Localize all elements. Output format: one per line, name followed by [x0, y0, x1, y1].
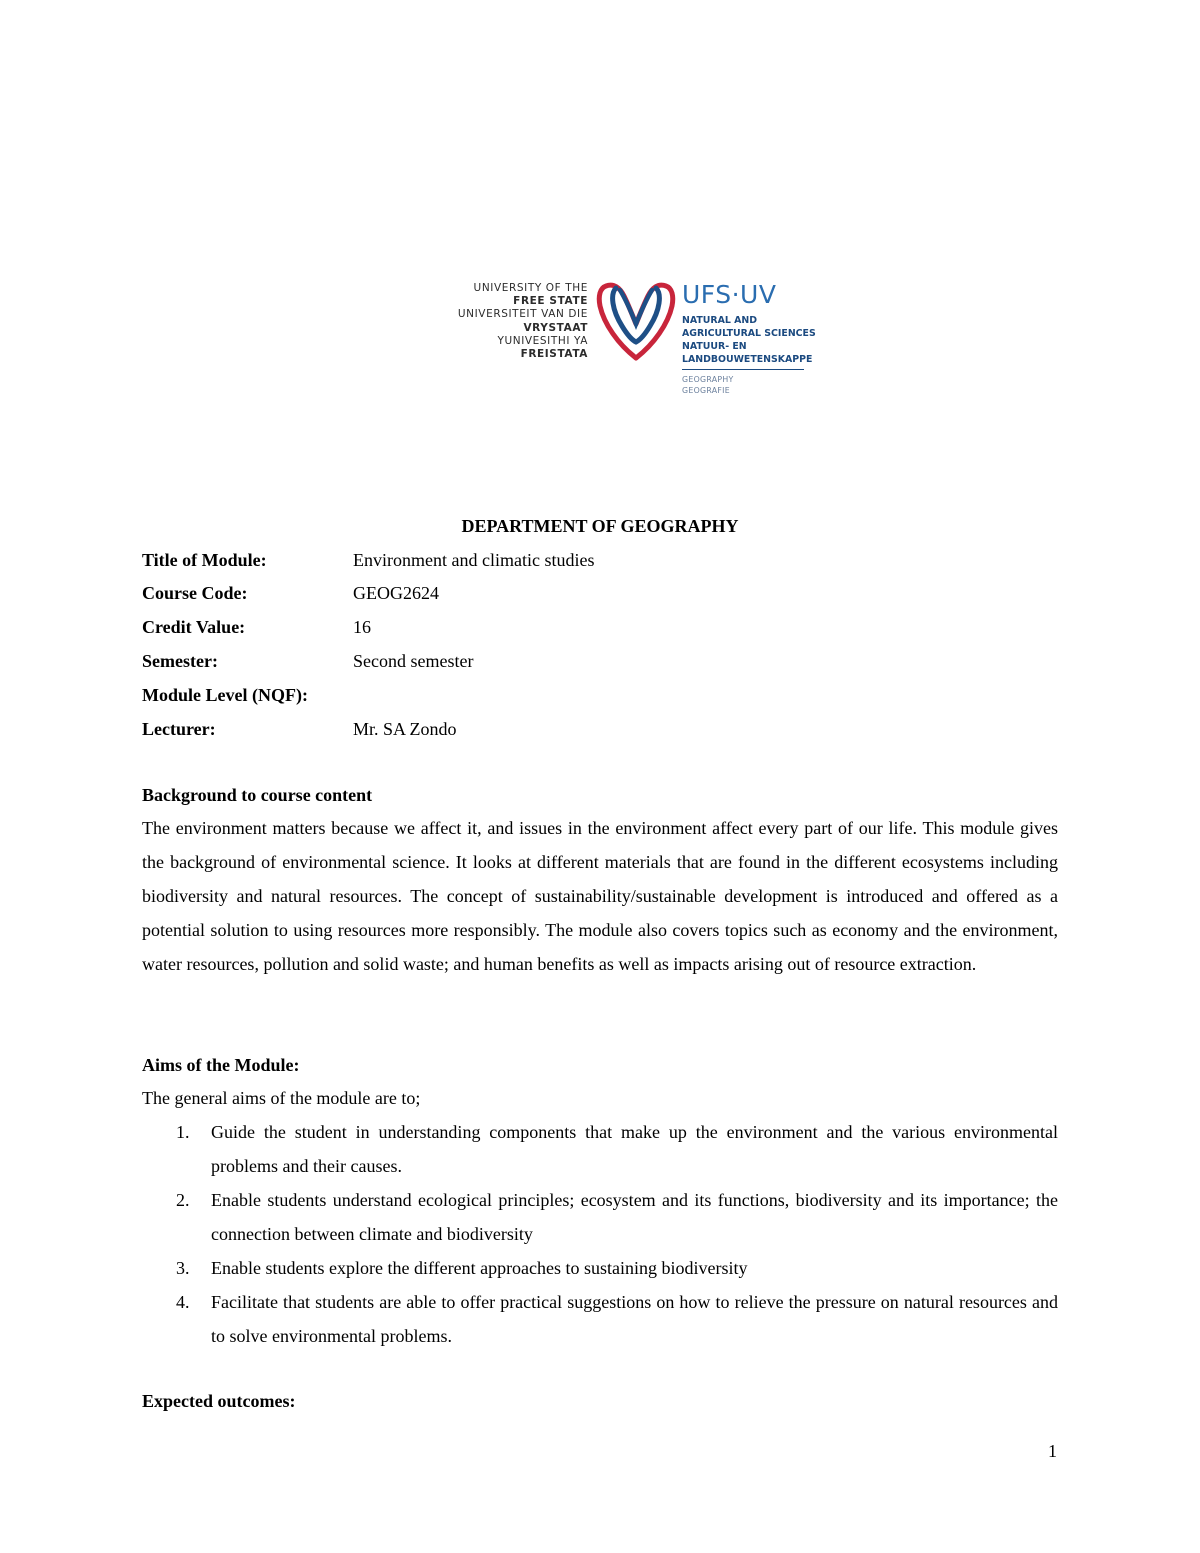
aims-heading: Aims of the Module:	[142, 1055, 300, 1075]
logo-department	[682, 374, 812, 396]
page-number: 1	[1048, 1441, 1057, 1461]
module-info-label: Course Code:	[142, 583, 248, 603]
logo-faculty-line: AGRICULTURAL SCIENCES	[682, 328, 816, 339]
aim-text: Facilitate that students are able to offer practical suggestions on how to relieve the pressure on natural resources and to solve environmental problems.	[211, 1292, 1058, 1346]
aim-list-item	[142, 1115, 1058, 1183]
ufs-emblem-icon	[596, 280, 676, 362]
logo-faculty-line: NATURAL AND	[682, 315, 757, 326]
aims-intro: The general aims of the module are to;	[142, 1088, 421, 1108]
background-paragraph: The environment matters because we affect it, and issues in the environment affect every part of our life. This module gives the background of environmental science. It looks at different materials that are found in the different ecosystems including biodiversity and natural resources. The concept of sustainability/sustainable development is introduced and offered as a potential solution to using resources more responsibly. The module also covers topics such as economy and the environment, water resources, pollution and solid waste; and human benefits as well as impacts arising out of resource extraction.	[142, 818, 1058, 974]
module-info-value: Mr. SA Zondo	[353, 719, 457, 739]
expected-outcomes-heading: Expected outcomes:	[142, 1391, 296, 1411]
module-info-label: Credit Value:	[142, 617, 246, 637]
logo-department-line: GEOGRAPHY	[682, 375, 734, 384]
logo-divider	[682, 369, 804, 370]
aim-text: Enable students understand ecological principles; ecosystem and its functions, biodiversity and its importance; the connection between climate and biodiversity	[211, 1190, 1058, 1244]
module-info-value: GEOG2624	[353, 583, 439, 603]
aim-number: 2.	[176, 1190, 190, 1210]
logo-university-name	[452, 282, 588, 361]
aim-text: Guide the student in understanding components that make up the environment and the various environmental problems and their causes.	[211, 1122, 1058, 1176]
module-info-value: Environment and climatic studies	[353, 550, 595, 570]
logo-department-line: GEOGRAFIE	[682, 386, 730, 395]
logo-name-line: UNIVERSITEIT VAN DIE	[457, 308, 588, 321]
module-info-label: Lecturer:	[142, 719, 216, 739]
logo-faculty-line: LANDBOUWETENSKAPPE	[682, 354, 813, 365]
logo-faculty-line: NATUUR- EN	[682, 341, 747, 352]
module-info-value: Second semester	[353, 651, 474, 671]
aims-list	[142, 1115, 1058, 1353]
university-logo	[452, 280, 816, 405]
logo-name-line: UNIVERSITY OF THE	[473, 282, 588, 294]
module-info-value: 16	[353, 617, 371, 637]
logo-name-line: FREISTATA	[520, 348, 588, 361]
logo-faculty-name	[682, 314, 816, 366]
logo-faculty-block	[682, 280, 816, 396]
aim-list-item	[142, 1183, 1058, 1251]
aim-number: 3.	[176, 1258, 190, 1278]
logo-name-line: YUNIVESITHI YA	[497, 334, 588, 347]
aim-number: 4.	[176, 1292, 190, 1312]
module-info-label: Semester:	[142, 651, 218, 671]
background-heading: Background to course content	[142, 785, 373, 805]
aim-text: Enable students explore the different approaches to sustaining biodiversity	[211, 1258, 748, 1278]
aim-list-item	[142, 1251, 1058, 1285]
module-info-label: Title of Module:	[142, 550, 267, 570]
aim-list-item	[142, 1285, 1058, 1353]
logo-name-line: VRYSTAAT	[523, 321, 588, 334]
aim-number: 1.	[176, 1122, 190, 1142]
logo-brand: UFS·UV	[682, 280, 777, 309]
module-info-label: Module Level (NQF):	[142, 685, 308, 705]
department-heading: DEPARTMENT OF GEOGRAPHY	[461, 516, 739, 536]
logo-name-line: FREE STATE	[513, 295, 588, 308]
